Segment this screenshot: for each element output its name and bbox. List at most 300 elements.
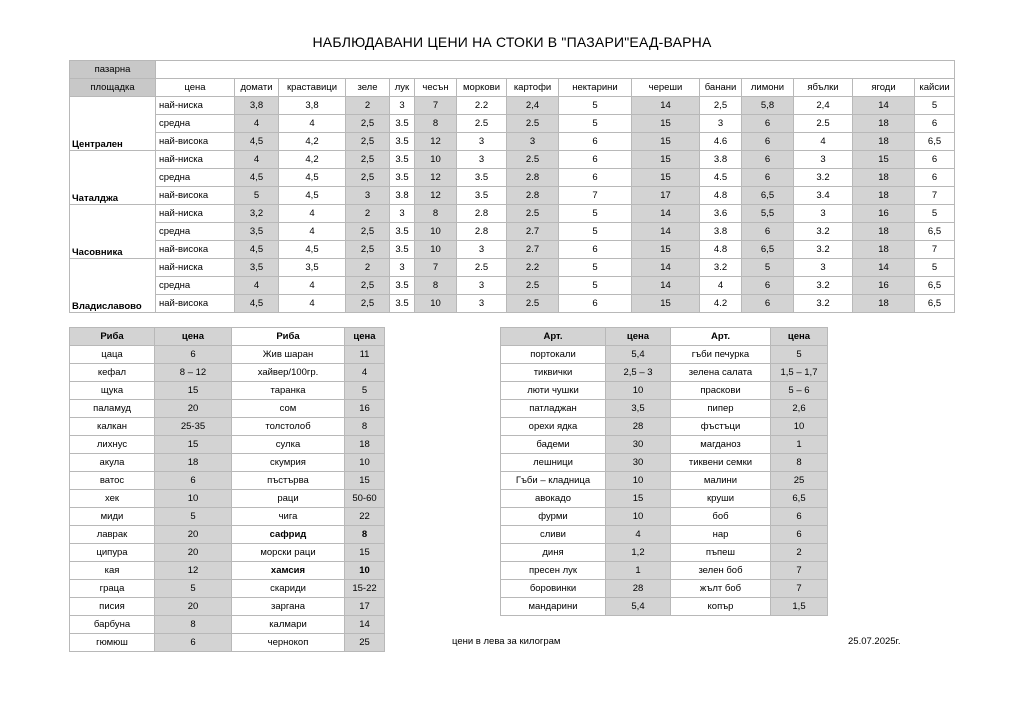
item-name: фъстъци [671, 418, 771, 436]
item-name: магданоз [671, 436, 771, 454]
market-name: Централен [70, 97, 156, 151]
price-cell: 6 [742, 295, 794, 313]
price-type: най-висока [156, 241, 235, 259]
price-cell: 4,5 [235, 241, 279, 259]
item-price: 6 [155, 634, 232, 652]
item-name: сливи [501, 526, 606, 544]
price-cell: 5,8 [742, 97, 794, 115]
market-row [70, 241, 955, 259]
market-row [70, 205, 955, 223]
table-header-row [501, 328, 828, 346]
price-cell: 15 [853, 151, 915, 169]
item-price: 28 [606, 418, 671, 436]
item-name: тиквени семки [671, 454, 771, 472]
product-header: краставици [279, 79, 346, 97]
item-price: 10 [345, 562, 385, 580]
name-header: Арт. [671, 328, 771, 346]
price-cell: 4.5 [700, 169, 742, 187]
price-cell: 6 [742, 223, 794, 241]
price-cell: 3 [457, 133, 507, 151]
price-cell: 3 [794, 205, 853, 223]
item-price: 20 [155, 526, 232, 544]
table-row [70, 598, 385, 616]
price-cell: 14 [632, 205, 700, 223]
price-cell: 3.2 [700, 259, 742, 277]
item-name: ципура [70, 544, 155, 562]
name-header: Риба [70, 328, 155, 346]
price-cell: 6 [915, 169, 955, 187]
price-cell: 6,5 [742, 187, 794, 205]
item-name: люти чушки [501, 382, 606, 400]
item-name: морски раци [232, 544, 345, 562]
item-price: 15 [345, 472, 385, 490]
item-price: 5 [771, 346, 828, 364]
market-name: Часовника [70, 205, 156, 259]
price-cell: 6 [559, 133, 632, 151]
item-name: калкан [70, 418, 155, 436]
price-cell: 4,2 [279, 133, 346, 151]
table-row [70, 454, 385, 472]
item-price: 18 [155, 454, 232, 472]
price-cell: 14 [632, 277, 700, 295]
price-cell: 2,5 [700, 97, 742, 115]
item-price: 1,5 – 1,7 [771, 364, 828, 382]
item-name: зелен боб [671, 562, 771, 580]
market-header-line2: площадка [70, 79, 156, 97]
item-price: 5,4 [606, 346, 671, 364]
market-row [70, 151, 955, 169]
item-price: 2,5 – 3 [606, 364, 671, 382]
price-cell: 6 [559, 241, 632, 259]
item-price: 1 [606, 562, 671, 580]
price-type: средна [156, 115, 235, 133]
price-cell: 6 [742, 115, 794, 133]
price-cell: 4,5 [235, 169, 279, 187]
price-cell: 3.5 [390, 241, 415, 259]
item-price: 5,4 [606, 598, 671, 616]
table-row [501, 346, 828, 364]
price-cell: 14 [632, 259, 700, 277]
item-name: малини [671, 472, 771, 490]
price-cell: 7 [415, 259, 457, 277]
table-row [70, 544, 385, 562]
item-price: 8 – 12 [155, 364, 232, 382]
price-cell: 3 [390, 205, 415, 223]
price-cell: 4,5 [279, 241, 346, 259]
item-name: пипер [671, 400, 771, 418]
price-cell: 5,5 [742, 205, 794, 223]
price-cell: 2.7 [507, 241, 559, 259]
price-cell: 5 [915, 205, 955, 223]
price-cell: 3.5 [390, 223, 415, 241]
product-header: ягоди [853, 79, 915, 97]
price-cell: 2.5 [507, 151, 559, 169]
price-cell: 3.8 [700, 151, 742, 169]
item-price: 25-35 [155, 418, 232, 436]
price-cell: 6 [915, 151, 955, 169]
product-header: зеле [346, 79, 390, 97]
item-name: акула [70, 454, 155, 472]
item-price: 7 [771, 580, 828, 598]
price-cell: 3,8 [279, 97, 346, 115]
price-cell: 6 [742, 277, 794, 295]
table-row [70, 580, 385, 598]
item-price: 2 [771, 544, 828, 562]
item-name: диня [501, 544, 606, 562]
price-cell: 2.5 [507, 205, 559, 223]
item-price: 50-60 [345, 490, 385, 508]
price-cell: 4,5 [235, 295, 279, 313]
table-row [70, 616, 385, 634]
price-cell: 8 [415, 277, 457, 295]
product-header: ябълки [794, 79, 853, 97]
item-name: тиквички [501, 364, 606, 382]
price-cell: 4 [794, 133, 853, 151]
price-cell: 4 [235, 277, 279, 295]
item-price: 28 [606, 580, 671, 598]
price-cell: 5 [235, 187, 279, 205]
price-cell: 14 [632, 223, 700, 241]
price-cell: 2,5 [346, 241, 390, 259]
market-name: Чаталджа [70, 151, 156, 205]
item-price: 11 [345, 346, 385, 364]
item-price: 8 [155, 616, 232, 634]
table-row [501, 562, 828, 580]
table-row [70, 382, 385, 400]
item-price: 22 [345, 508, 385, 526]
market-row [70, 97, 955, 115]
price-cell: 2.7 [507, 223, 559, 241]
item-name: боб [671, 508, 771, 526]
price-cell: 18 [853, 223, 915, 241]
item-name: боровинки [501, 580, 606, 598]
price-cell: 5 [559, 205, 632, 223]
item-price: 6 [771, 526, 828, 544]
price-cell: 6,5 [742, 241, 794, 259]
item-name: сом [232, 400, 345, 418]
price-cell: 2.8 [507, 169, 559, 187]
item-price: 2,6 [771, 400, 828, 418]
price-cell: 6 [915, 115, 955, 133]
item-name: копър [671, 598, 771, 616]
price-header: цена [771, 328, 828, 346]
table-row [70, 490, 385, 508]
item-name: авокадо [501, 490, 606, 508]
price-cell: 4 [700, 277, 742, 295]
price-cell: 4 [279, 277, 346, 295]
item-price: 5 [155, 580, 232, 598]
market-row [70, 115, 955, 133]
product-header: лук [390, 79, 415, 97]
price-cell: 4 [279, 295, 346, 313]
table-row [501, 580, 828, 598]
table-row [501, 508, 828, 526]
item-price: 5 [155, 508, 232, 526]
item-name: фурми [501, 508, 606, 526]
price-cell: 7 [915, 187, 955, 205]
price-cell: 4 [279, 223, 346, 241]
item-name: лешници [501, 454, 606, 472]
price-cell: 2.5 [507, 295, 559, 313]
price-cell: 14 [632, 97, 700, 115]
price-cell: 15 [632, 169, 700, 187]
price-cell: 4,5 [279, 187, 346, 205]
price-cell: 2,5 [346, 277, 390, 295]
product-header: череши [632, 79, 700, 97]
item-name: пъпеш [671, 544, 771, 562]
price-cell: 6 [742, 151, 794, 169]
price-cell: 3.6 [700, 205, 742, 223]
item-price: 4 [345, 364, 385, 382]
price-cell: 2 [346, 97, 390, 115]
item-name: пресен лук [501, 562, 606, 580]
item-price: 10 [771, 418, 828, 436]
price-cell: 3.2 [794, 223, 853, 241]
table-row [70, 400, 385, 418]
price-cell: 5 [559, 223, 632, 241]
price-cell: 2 [346, 259, 390, 277]
price-cell: 3.5 [390, 115, 415, 133]
item-price: 10 [155, 490, 232, 508]
table-row [70, 418, 385, 436]
price-cell: 6 [559, 169, 632, 187]
item-name: раци [232, 490, 345, 508]
product-header: моркови [457, 79, 507, 97]
price-cell: 3.5 [457, 169, 507, 187]
item-name: писия [70, 598, 155, 616]
item-price: 15 [345, 544, 385, 562]
item-price: 15 [155, 382, 232, 400]
product-header: нектарини [559, 79, 632, 97]
market-name: Владиславово [70, 259, 156, 313]
item-price: 25 [771, 472, 828, 490]
header-row-1 [70, 61, 955, 79]
price-type: най-ниска [156, 205, 235, 223]
price-header: цена [345, 328, 385, 346]
price-cell: 3.5 [457, 187, 507, 205]
price-cell: 15 [632, 151, 700, 169]
market-row [70, 187, 955, 205]
item-name: толстолоб [232, 418, 345, 436]
price-cell: 5 [559, 259, 632, 277]
item-price: 10 [606, 382, 671, 400]
price-cell: 5 [915, 97, 955, 115]
table-row [70, 472, 385, 490]
price-cell: 3 [457, 277, 507, 295]
item-name: нар [671, 526, 771, 544]
item-name: круши [671, 490, 771, 508]
price-cell: 2,4 [794, 97, 853, 115]
price-cell: 2.5 [507, 277, 559, 295]
market-row [70, 277, 955, 295]
product-header: лимони [742, 79, 794, 97]
price-cell: 4 [279, 115, 346, 133]
price-cell: 2.5 [457, 115, 507, 133]
price-cell: 12 [415, 133, 457, 151]
price-cell: 4.2 [700, 295, 742, 313]
item-price: 1,5 [771, 598, 828, 616]
price-cell: 4 [279, 205, 346, 223]
price-cell: 15 [632, 295, 700, 313]
item-name: мандарини [501, 598, 606, 616]
price-header: цена [155, 328, 232, 346]
item-price: 10 [345, 454, 385, 472]
item-price: 5 – 6 [771, 382, 828, 400]
item-price: 12 [155, 562, 232, 580]
name-header: Риба [232, 328, 345, 346]
price-cell: 10 [415, 151, 457, 169]
price-cell: 3,5 [279, 259, 346, 277]
price-cell: 3,5 [235, 223, 279, 241]
price-cell: 7 [915, 241, 955, 259]
price-cell: 2,5 [346, 169, 390, 187]
item-name: лихнус [70, 436, 155, 454]
product-header: картофи [507, 79, 559, 97]
item-name: чига [232, 508, 345, 526]
price-cell: 3,5 [235, 259, 279, 277]
table-row [70, 346, 385, 364]
item-name: лаврак [70, 526, 155, 544]
item-price: 6 [771, 508, 828, 526]
item-price: 5 [345, 382, 385, 400]
item-name: граца [70, 580, 155, 598]
price-cell: 8 [415, 205, 457, 223]
table-row [70, 436, 385, 454]
price-cell: 3,2 [235, 205, 279, 223]
table-row [501, 436, 828, 454]
price-cell: 2,5 [346, 223, 390, 241]
item-name: миди [70, 508, 155, 526]
price-cell: 6,5 [915, 133, 955, 151]
item-name: бадеми [501, 436, 606, 454]
item-name: сулка [232, 436, 345, 454]
price-cell: 5 [559, 277, 632, 295]
table-row [501, 544, 828, 562]
price-cell: 6,5 [915, 295, 955, 313]
item-price: 15-22 [345, 580, 385, 598]
units-note: цени в лева за килограм [452, 636, 561, 647]
item-price: 20 [155, 400, 232, 418]
item-price: 6,5 [771, 490, 828, 508]
market-row [70, 259, 955, 277]
price-cell: 3.4 [794, 187, 853, 205]
price-type: най-висока [156, 133, 235, 151]
item-price: 30 [606, 436, 671, 454]
price-type: най-ниска [156, 151, 235, 169]
price-cell: 2,5 [346, 115, 390, 133]
price-cell: 6,5 [915, 223, 955, 241]
item-name: хамсия [232, 562, 345, 580]
price-type-header: цена [156, 79, 235, 97]
item-price: 10 [606, 508, 671, 526]
item-name: барбуна [70, 616, 155, 634]
price-cell: 4,2 [279, 151, 346, 169]
item-price: 1,2 [606, 544, 671, 562]
price-cell: 2.8 [507, 187, 559, 205]
price-cell: 2 [346, 205, 390, 223]
price-cell: 3.5 [390, 277, 415, 295]
price-cell: 18 [853, 169, 915, 187]
price-type: средна [156, 223, 235, 241]
price-cell: 2,4 [507, 97, 559, 115]
product-header: банани [700, 79, 742, 97]
item-name: патладжан [501, 400, 606, 418]
price-cell: 3 [457, 151, 507, 169]
price-type: най-висока [156, 295, 235, 313]
table-row [501, 400, 828, 418]
price-cell: 6,5 [915, 277, 955, 295]
price-cell: 12 [415, 187, 457, 205]
item-price: 1 [771, 436, 828, 454]
price-cell: 6 [742, 169, 794, 187]
price-cell: 5 [742, 259, 794, 277]
price-cell: 2.5 [457, 259, 507, 277]
price-cell: 15 [632, 241, 700, 259]
header-price-spacer [156, 61, 955, 79]
item-name: гюмюш [70, 634, 155, 652]
price-cell: 2,5 [346, 151, 390, 169]
item-price: 30 [606, 454, 671, 472]
price-cell: 3.2 [794, 295, 853, 313]
price-type: най-висока [156, 187, 235, 205]
item-price: 17 [345, 598, 385, 616]
price-cell: 10 [415, 295, 457, 313]
price-cell: 2.8 [457, 223, 507, 241]
price-cell: 10 [415, 241, 457, 259]
table-row [501, 382, 828, 400]
market-row [70, 169, 955, 187]
page-title: НАБЛЮДАВАНИ ЦЕНИ НА СТОКИ В "ПАЗАРИ"ЕАД-ВАРНА [312, 34, 712, 50]
price-cell: 2.5 [794, 115, 853, 133]
price-cell: 2.2 [507, 259, 559, 277]
price-cell: 18 [853, 241, 915, 259]
price-cell: 2.8 [457, 205, 507, 223]
table-row [501, 472, 828, 490]
table-row [501, 490, 828, 508]
table-row [70, 364, 385, 382]
item-price: 15 [606, 490, 671, 508]
item-price: 20 [155, 544, 232, 562]
price-cell: 3,8 [235, 97, 279, 115]
market-row [70, 223, 955, 241]
item-name: пъстърва [232, 472, 345, 490]
price-cell: 4,5 [279, 169, 346, 187]
item-name: хайвер/100гр. [232, 364, 345, 382]
price-type: най-ниска [156, 97, 235, 115]
name-header: Арт. [501, 328, 606, 346]
price-cell: 17 [632, 187, 700, 205]
item-price: 14 [345, 616, 385, 634]
table-row [501, 418, 828, 436]
item-price: 16 [345, 400, 385, 418]
price-cell: 15 [632, 133, 700, 151]
item-name: чернокоп [232, 634, 345, 652]
price-cell: 3 [507, 133, 559, 151]
item-name: паламуд [70, 400, 155, 418]
price-cell: 4,5 [235, 133, 279, 151]
price-type: средна [156, 169, 235, 187]
price-cell: 10 [415, 223, 457, 241]
price-cell: 6 [559, 295, 632, 313]
price-cell: 3.5 [390, 169, 415, 187]
table-header-row [70, 328, 385, 346]
header-row-2 [70, 79, 955, 97]
item-price: 7 [771, 562, 828, 580]
price-cell: 8 [415, 115, 457, 133]
market-prices-table [69, 60, 955, 313]
item-name: ватос [70, 472, 155, 490]
price-cell: 7 [415, 97, 457, 115]
